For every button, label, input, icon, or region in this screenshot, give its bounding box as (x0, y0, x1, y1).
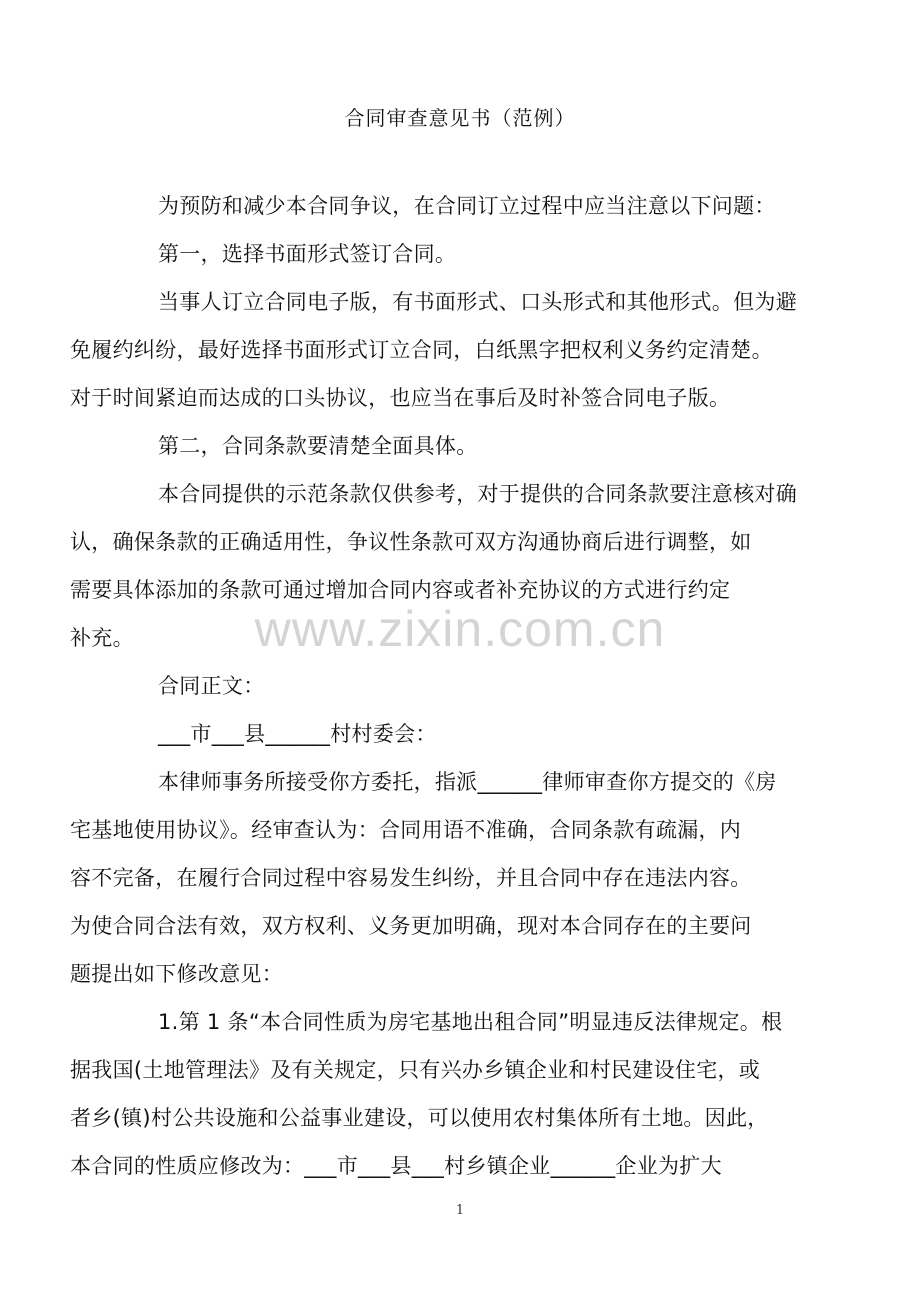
paragraph-line: 为预防和减少本合同争议，在合同订立过程中应当注意以下问题： (158, 194, 776, 218)
paragraph-line: 合同正文： (158, 674, 265, 698)
paragraph-line: 本律师事务所接受你方委托，指派______律师审查你方提交的《房 (158, 770, 777, 794)
paragraph (70, 758, 814, 998)
paragraph-line: 本合同的性质应修改为：___市___县___村乡镇企业______企业为扩大 (70, 1154, 722, 1178)
paragraph-line: 需要具体添加的条款可通过增加合同内容或者补充协议的方式进行约定 (70, 578, 731, 602)
paragraph (70, 998, 814, 1190)
document-body (70, 182, 814, 1190)
paragraph-line: 认，确保条款的正确适用性，争议性条款可双方沟通协商后进行调整，如 (70, 530, 752, 554)
paragraph-line: 1.第 1 条“本合同性质为房宅基地出租合同”明显违反法律规定。根 (158, 1010, 783, 1034)
paragraph-line: 当事人订立合同电子版，有书面形式、口头形式和其他形式。但为避 (158, 290, 797, 314)
paragraph-line: 对于时间紧迫而达成的口头协议，也应当在事后及时补签合同电子版。 (70, 386, 731, 410)
paragraph-line: 容不完备，在履行合同过程中容易发生纠纷，并且合同中存在违法内容。 (70, 866, 752, 890)
paragraph-line: ___市___县______村村委会： (158, 722, 437, 746)
paragraph (114, 662, 814, 710)
watermark-text: www.zixin.com.cn (254, 601, 666, 657)
paragraph-line: 为使合同合法有效，双方权利、义务更加明确，现对本合同存在的主要问 (70, 914, 752, 938)
paragraph (114, 710, 814, 758)
page-number: 1 (455, 1203, 465, 1218)
paragraph-line: 第一，选择书面形式签订合同。 (158, 242, 457, 266)
paragraph-line: 宅基地使用协议》。经审查认为：合同用语不准确，合同条款有疏漏，内 (70, 818, 742, 842)
paragraph (114, 182, 814, 230)
paragraph-line: 本合同提供的示范条款仅供参考，对于提供的合同条款要注意核对确 (158, 482, 797, 506)
paragraph-line: 补充。 (70, 626, 134, 650)
paragraph-line: 者乡(镇)村公共设施和公益事业建设，可以使用农村集体所有土地。因此， (70, 1106, 769, 1130)
paragraph (114, 422, 814, 470)
paragraph-line: 免履约纠纷，最好选择书面形式订立合同，白纸黑字把权利义务约定清楚。 (70, 338, 773, 362)
paragraph-line: 题提出如下修改意见： (70, 962, 283, 986)
paragraph-line: 第二，合同条款要清楚全面具体。 (158, 434, 478, 458)
paragraph (70, 278, 814, 422)
paragraph-line: 据我国(土地管理法》及有关规定，只有兴办乡镇企业和村民建设住宅，或 (70, 1058, 761, 1082)
document-title: 合同审查意见书（范例） (344, 106, 576, 130)
paragraph (114, 230, 814, 278)
